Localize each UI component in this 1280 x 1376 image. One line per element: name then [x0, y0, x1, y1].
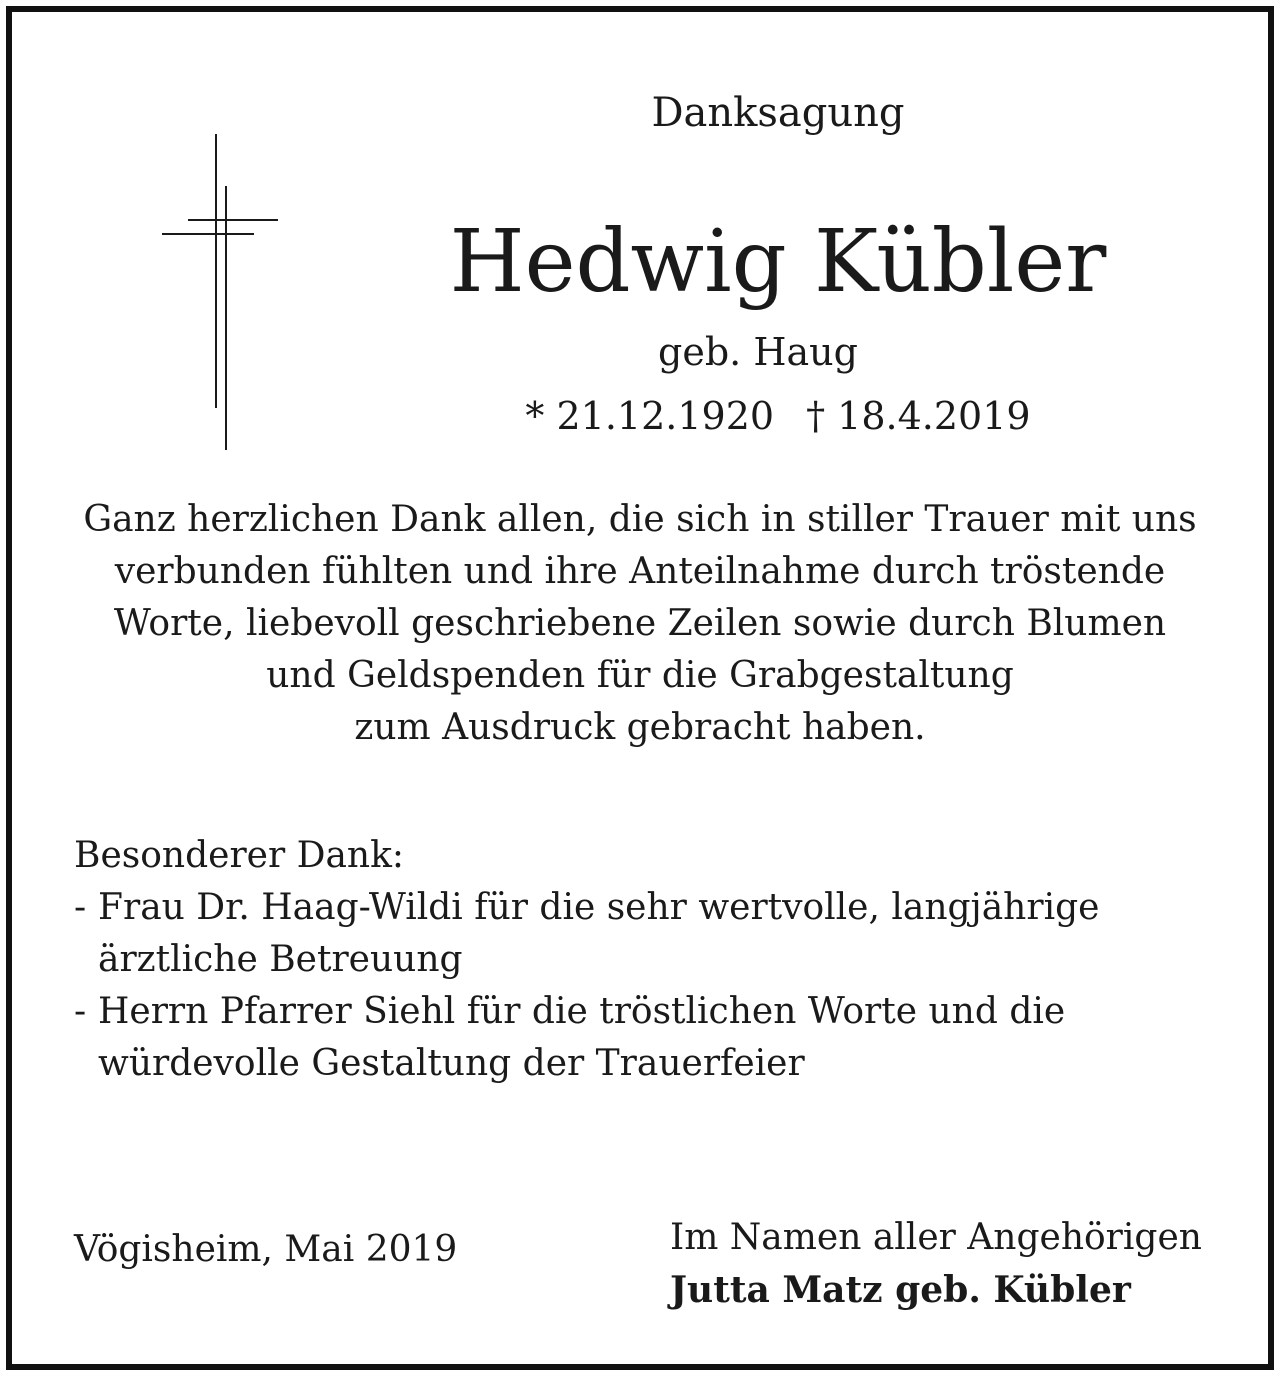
special-thanks-heading: Besonderer Dank: — [74, 835, 405, 876]
list-dash: - — [74, 887, 87, 928]
obituary-notice — [6, 6, 1274, 1370]
deceased-name: Hedwig Kübler — [449, 212, 1107, 312]
special-thanks-line: Herrn Pfarrer Siehl für die tröstlichen Worte und die — [98, 991, 1066, 1032]
thanks-line: Ganz herzlichen Dank allen, die sich in stiller Trauer mit uns — [83, 499, 1197, 540]
signoff — [670, 1212, 1202, 1316]
life-dates — [12, 390, 1268, 442]
list-dash: - — [74, 991, 87, 1032]
notice-heading: Danksagung — [651, 90, 905, 136]
signoff-line: Im Namen aller Angehörigen — [670, 1217, 1202, 1258]
thanks-line: verbunden fühlten und ihre Anteilnahme durch tröstende — [114, 551, 1166, 592]
thanks-line: zum Ausdruck gebracht haben. — [354, 707, 926, 748]
thanks-line: und Geldspenden für die Grabgestaltung — [266, 655, 1014, 696]
special-thanks-line: ärztliche Betreuung — [98, 939, 463, 980]
death-date: † 18.4.2019 — [806, 394, 1031, 438]
special-thanks-line: würdevolle Gestaltung der Trauerfeier — [98, 1043, 805, 1084]
special-thanks — [74, 830, 1224, 1090]
special-thanks-item — [74, 986, 1224, 1090]
place-date: Vögisheim, Mai 2019 — [74, 1229, 458, 1270]
special-thanks-line: Frau Dr. Haag-Wildi für die sehr wertvolle, langjährige — [98, 887, 1100, 928]
special-thanks-item — [74, 882, 1224, 986]
signer-name: Jutta Matz geb. Kübler — [670, 1269, 1131, 1311]
thanks-paragraph — [12, 494, 1268, 754]
birth-date: * 21.12.1920 — [525, 394, 775, 438]
thanks-line: Worte, liebevoll geschriebene Zeilen sowie durch Blumen — [113, 603, 1167, 644]
maiden-name: geb. Haug — [658, 330, 858, 374]
